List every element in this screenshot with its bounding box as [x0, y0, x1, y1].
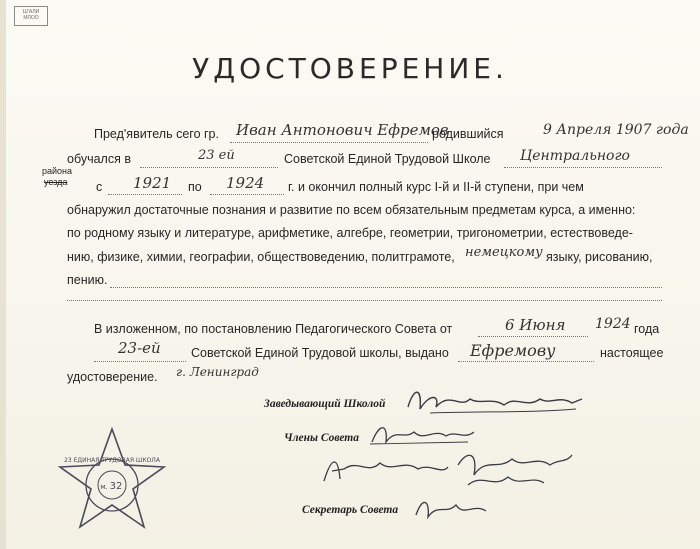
- study-year-from: 1921: [133, 174, 172, 192]
- bearer-name: Иван Антонович Ефремов: [236, 121, 449, 139]
- from-label: с: [96, 180, 103, 194]
- study-year-to: 1924: [226, 174, 265, 192]
- bearer-label: Пред'явитель сего гр.: [94, 127, 219, 141]
- head-of-school-label: Заведывающий Школой: [264, 398, 386, 410]
- district-name: Центрального: [520, 148, 630, 164]
- document-title: УДОСТОВЕРЕНИЕ.: [192, 52, 508, 85]
- council-decision-text: В изложенном, по постановлению Педагогического Совета от: [94, 322, 453, 336]
- issue-city: г. Ленинград: [176, 365, 259, 379]
- studied-label: обучался в: [67, 152, 131, 166]
- school-underline: [94, 361, 186, 362]
- completed-course-text: г. и окончил полный курс I-й и II-й ступени, при чем: [288, 180, 584, 194]
- uezd-struck-label: уезда: [44, 177, 68, 187]
- council-year: 1924: [595, 316, 631, 332]
- school-star-stamp: [52, 425, 172, 540]
- council-date-underline: [478, 336, 588, 337]
- year-to-underline: [210, 194, 284, 195]
- issued-to-name: Ефремову: [470, 341, 556, 360]
- stamp-number: 32: [109, 481, 123, 492]
- member-signatures-2: [318, 445, 578, 495]
- issuing-school-text: Советской Единой Трудовой школы, выдано: [191, 346, 449, 360]
- district-label: района: [42, 166, 73, 176]
- issued-to-underline: [458, 361, 594, 362]
- year-label: года: [634, 322, 660, 336]
- name-underline: [230, 142, 428, 143]
- secretary-label: Секретарь Совета: [302, 504, 399, 516]
- born-label: родившийся: [432, 127, 504, 141]
- council-members-label: Члены Совета: [284, 432, 359, 444]
- subjects-line-2: нию, физике, химии, географии, обществоведению, политграмоте,: [67, 250, 455, 264]
- school-number-underline: [140, 167, 278, 168]
- knowledge-text: обнаружил достаточные познания и развитие по всем обязательным предметам курса, а именно:: [67, 203, 636, 217]
- blank-underline: [67, 300, 662, 301]
- head-signature: [400, 383, 590, 423]
- year-from-underline: [108, 194, 182, 195]
- subjects-line-3: пению.: [67, 273, 108, 287]
- subjects-line-2-end: языку, рисованию,: [546, 250, 653, 264]
- secretary-signature: [412, 495, 492, 523]
- birth-date: 9 Апреля 1907 года: [543, 122, 689, 138]
- foreign-language: немецкому: [465, 245, 543, 260]
- stamp-sub: м.: [100, 483, 108, 491]
- certificate-word: удостоверение.: [67, 370, 158, 384]
- issuing-school-number: 23-ей: [118, 339, 161, 357]
- to-label: по: [188, 180, 202, 194]
- stamp-text: 23 ЕДИНАЯ ТРУДОВАЯ ШКОЛА: [64, 457, 160, 464]
- present-label: настоящее: [600, 346, 664, 360]
- archive-corner-stamp: ЦГАЛИ МЛОО: [14, 6, 48, 26]
- district-underline: [504, 167, 662, 168]
- subjects-underline: [110, 287, 662, 288]
- council-date: 6 Июня: [505, 316, 566, 334]
- school-type: Советской Единой Трудовой Школе: [284, 152, 491, 166]
- subjects-line-1: по родному языку и литературе, арифметике, алгебре, геометрии, тригонометрии, естествоведе-: [67, 226, 633, 240]
- school-number: 23 ей: [198, 148, 235, 163]
